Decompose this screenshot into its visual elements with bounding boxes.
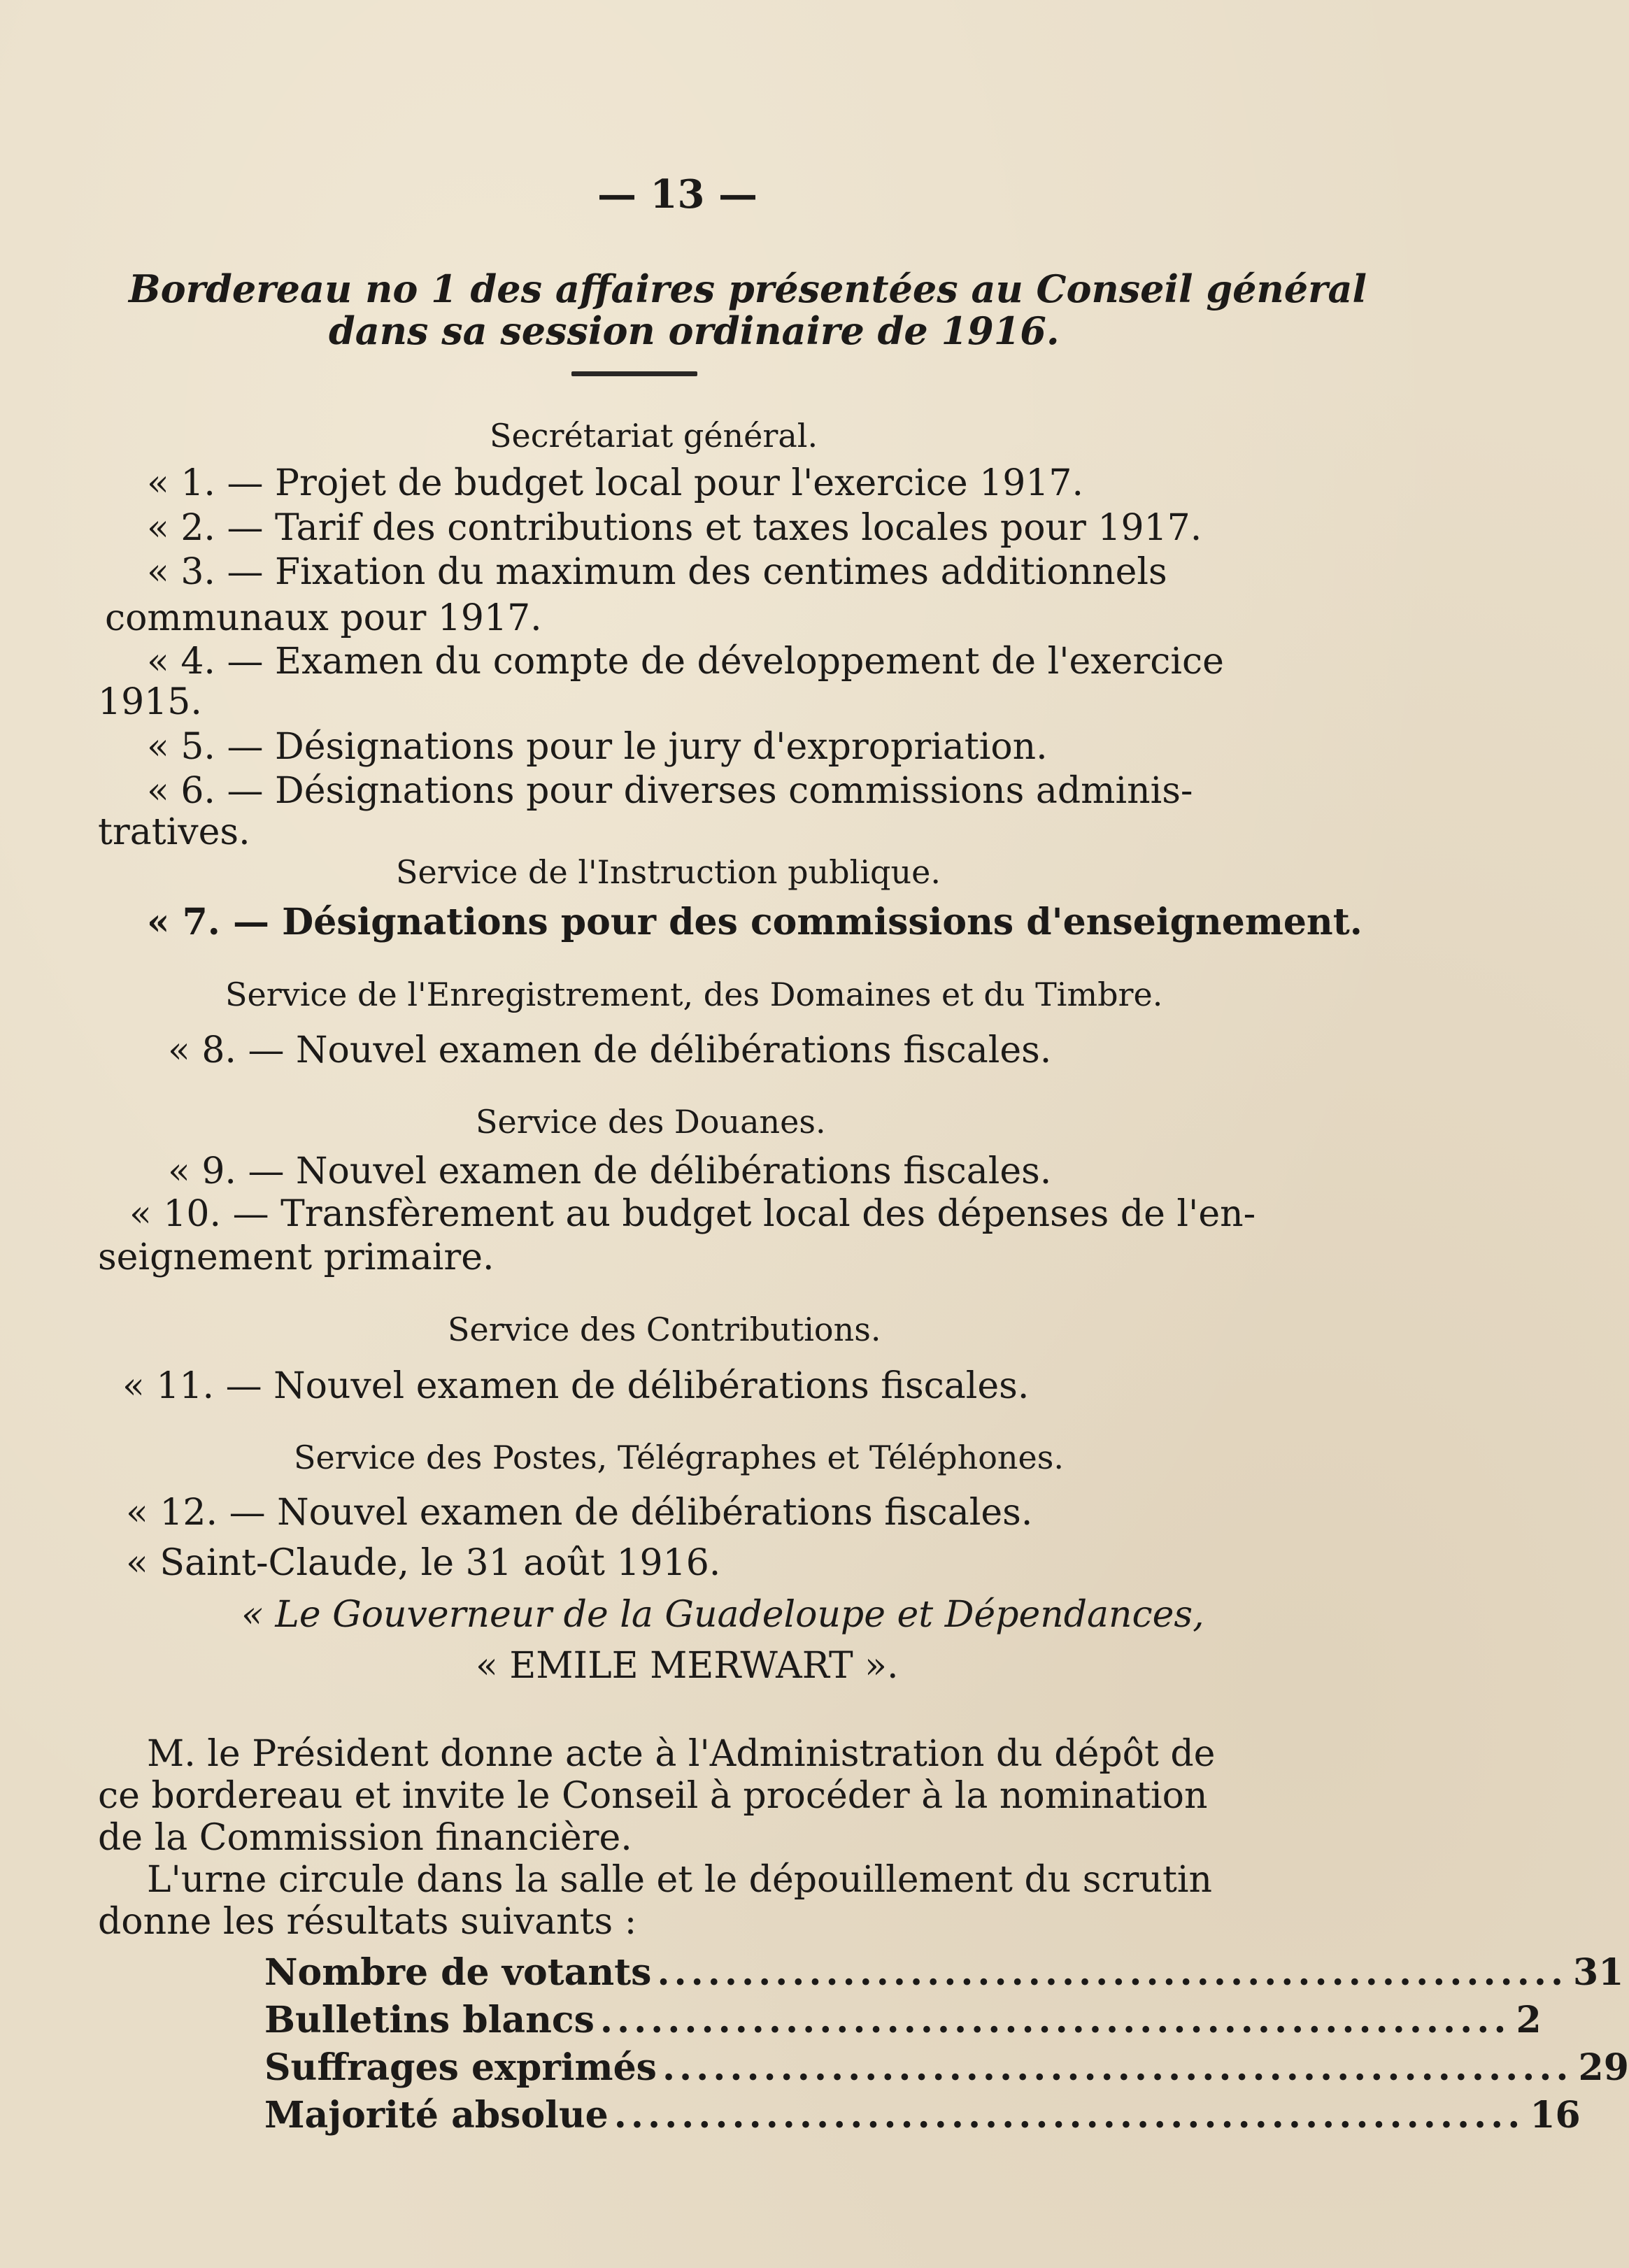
item-10-line-2: seignement primaire. — [98, 1236, 495, 1278]
result-label: Majorité absolue — [264, 2094, 609, 2137]
result-row-blancs — [264, 1999, 1542, 2046]
item-10-line-1: « 10. — Transfèrement au budget local des dépenses de l'en- — [129, 1193, 1256, 1235]
item-6-line-2: tratives. — [98, 811, 250, 853]
item-3-line-1: « 3. — Fixation du maximum des centimes additionnels — [147, 551, 1167, 593]
item-3-line-2: communaux pour 1917. — [105, 597, 542, 639]
section-instruction: Service de l'Instruction publique. — [396, 853, 941, 891]
signature-role: « Le Gouverneur de la Guadeloupe et Dépendances, — [241, 1594, 1204, 1636]
section-douanes: Service des Douanes. — [476, 1103, 826, 1141]
item-12: « 12. — Nouvel examen de délibérations fiscales. — [126, 1492, 1033, 1534]
section-secretariat: Secrétariat général. — [490, 417, 818, 455]
section-enregistrement: Service de l'Enregistrement, des Domaines et du Timbre. — [225, 976, 1163, 1013]
item-4-line-1: « 4. — Examen du compte de développement de l'exercice — [147, 641, 1224, 683]
item-2: « 2. — Tarif des contributions et taxes locales pour 1917. — [147, 507, 1202, 549]
paragraph-2-line-1: L'urne circule dans la salle et le dépouillement du scrutin — [147, 1859, 1212, 1901]
item-7: « 7. — Désignations pour des commissions d'enseignement. — [147, 901, 1363, 943]
dot-leader: ...................................................... — [657, 1951, 1568, 1994]
dot-leader: ...................................................... — [599, 1999, 1511, 2041]
title-divider — [571, 371, 697, 376]
section-postes: Service des Postes, Télégraphes et Téléphones. — [294, 1439, 1064, 1476]
paragraph-1-line-2: ce bordereau et invite le Conseil à procéder à la nomination — [98, 1775, 1208, 1817]
item-11: « 11. — Nouvel examen de délibérations fiscales. — [122, 1365, 1030, 1407]
dot-leader: ...................................................... — [662, 2046, 1573, 2089]
paragraph-1-line-1: M. le Président donne acte à l'Administration du dépôt de — [147, 1733, 1216, 1775]
item-6-line-1: « 6. — Désignations pour diverses commissions adminis- — [147, 770, 1193, 812]
item-9: « 9. — Nouvel examen de délibérations fiscales. — [168, 1150, 1052, 1192]
section-contributions: Service des Contributions. — [448, 1311, 881, 1348]
result-row-votants — [264, 1951, 1624, 1999]
page-number: — 13 — — [597, 171, 757, 217]
voting-results-table — [264, 1951, 1629, 2141]
dot-leader: ...................................................... — [613, 2094, 1525, 2137]
result-label: Bulletins blancs — [264, 1999, 595, 2041]
result-row-exprimes — [264, 2046, 1629, 2094]
item-1: « 1. — Projet de budget local pour l'exercice 1917. — [147, 462, 1084, 504]
result-value: 2 — [1516, 1999, 1542, 2041]
item-4-line-2: 1915. — [98, 681, 202, 723]
result-value: 16 — [1530, 2094, 1581, 2137]
signature-name: « EMILE MERWART ». — [476, 1645, 899, 1687]
title-line-2: dans sa session ordinaire de 1916. — [329, 308, 1060, 353]
result-label: Nombre de votants — [264, 1951, 652, 1994]
result-row-majorite — [264, 2094, 1581, 2141]
result-label: Suffrages exprimés — [264, 2046, 657, 2089]
signature-place-date: « Saint-Claude, le 31 août 1916. — [126, 1542, 721, 1584]
title-line-1: Bordereau no 1 des affaires présentées au Conseil général — [129, 266, 1367, 311]
paragraph-2-line-2: donne les résultats suivants : — [98, 1901, 637, 1943]
item-8: « 8. — Nouvel examen de délibérations fiscales. — [168, 1029, 1052, 1071]
paragraph-1-line-3: de la Commission financière. — [98, 1817, 632, 1859]
result-value: 31 — [1573, 1951, 1624, 1994]
item-5: « 5. — Désignations pour le jury d'expropriation. — [147, 726, 1048, 768]
result-value: 29 — [1578, 2046, 1629, 2089]
